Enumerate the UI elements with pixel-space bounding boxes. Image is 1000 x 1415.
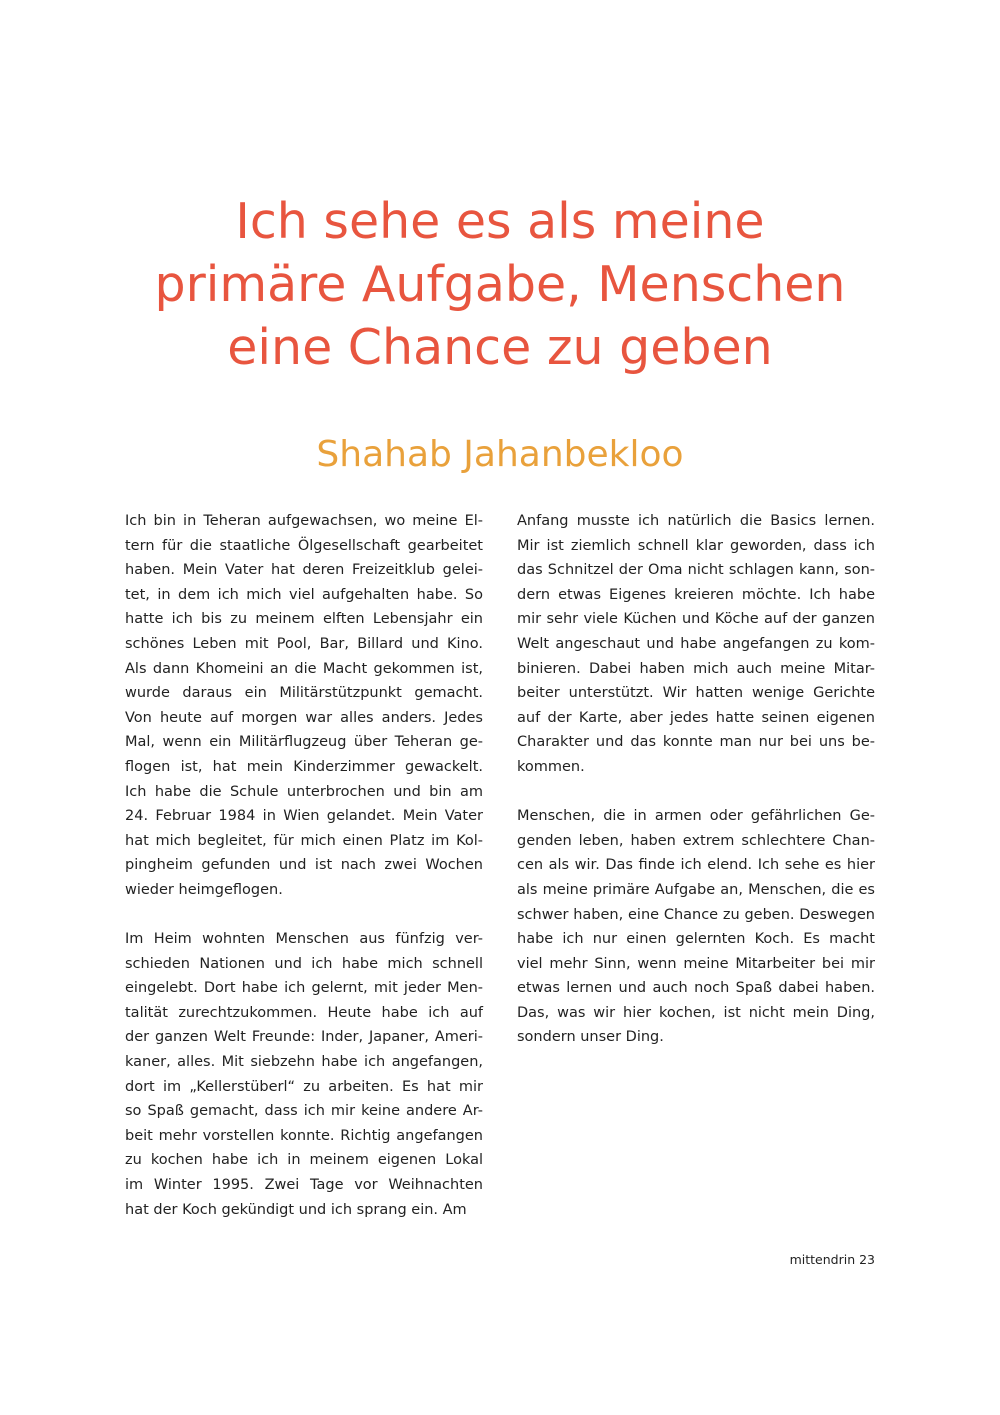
text-line: talität zurechtzukommen. Heute habe ich auf [125,1004,483,1021]
text-line: Mal, wenn ein Militärflugzeug über Teheran ge- [125,734,483,751]
text-line: Menschen, die in armen oder gefährlichen Ge- [517,808,875,825]
text-line: dort im „Kellerstüberl“ zu arbeiten. Es hat mir [125,1078,483,1095]
text-line: Mir ist ziemlich schnell klar geworden, dass ich [517,537,875,554]
text-line: Als dann Khomeini an die Macht gekommen ist, [125,660,483,677]
text-line: hat der Koch gekündigt und ich sprang ein. Am [125,1201,467,1218]
text-line: genden leben, haben extrem schlechtere Chan- [517,832,875,849]
text-line: schieden Nationen und ich habe mich schnell [125,955,483,972]
text-line: Ich habe die Schule unterbrochen und bin am [125,783,483,800]
text-line: wieder heimgeflogen. [125,881,283,898]
title-line: Ich sehe es als meine [235,193,765,250]
text-line: wurde daraus ein Militärstützpunkt gemacht. [125,685,483,702]
text-line: beit mehr vorstellen konnte. Richtig angefangen [125,1127,483,1144]
text-line: der ganzen Welt Freunde: Inder, Japaner, Ameri- [125,1029,483,1046]
text-line: tet, in dem ich mich viel aufgehalten habe. So [125,586,483,603]
text-line: Anfang musste ich natürlich die Basics lernen. [517,513,875,529]
paragraph [125,509,483,903]
text-line: beiter unterstützt. Wir hatten wenige Gerichte [517,685,875,702]
text-line: zu kochen habe ich in meinem eigenen Lokal [125,1152,483,1169]
text-line: das Schnitzel der Oma nicht schlagen kann, son- [517,562,875,579]
text-line: auf der Karte, aber jedes hatte seinen eigenen [517,709,875,726]
text-line: schönes Leben mit Pool, Bar, Billard und Kino. [125,635,483,652]
text-line: sondern unser Ding. [517,1029,664,1046]
text-line: hatte ich bis zu meinem elften Lebensjahr ein [125,611,483,628]
paragraph [517,509,875,780]
text-line: hat mich begleitet, für mich einen Platz im Kol- [125,832,483,849]
article-title [0,190,1000,379]
text-column-left [125,509,483,1247]
text-line: viel mehr Sinn, wenn meine Mitarbeiter bei mir [517,955,875,972]
text-line: so Spaß gemacht, dass ich mir keine andere Ar- [125,1103,483,1120]
text-line: Ich bin in Teheran aufgewachsen, wo meine El- [125,513,483,529]
text-line: flogen ist, hat mein Kinderzimmer gewackelt. [125,758,483,775]
text-line: Das, was wir hier kochen, ist nicht mein Ding, [517,1004,875,1021]
text-line: eingelebt. Dort habe ich gelernt, mit jeder Men- [125,980,483,997]
text-line: als meine primäre Aufgabe an, Menschen, die es [517,881,875,898]
text-line: cen als wir. Das finde ich elend. Ich sehe es hier [517,857,875,874]
text-column-right [517,509,875,1075]
page-footer: mittendrin 23 [789,1252,875,1267]
author-name: Shahab Jahanbekloo [316,434,684,475]
text-line: habe ich nur einen gelernten Koch. Es macht [517,931,875,948]
text-line: Im Heim wohnten Menschen aus fünfzig ver- [125,931,483,948]
text-line: Welt angeschaut und habe angefangen zu kom- [517,635,875,652]
text-line: 24. Februar 1984 in Wien gelandet. Mein Vater [125,808,483,825]
text-line: Von heute auf morgen war alles anders. Jedes [125,709,483,726]
text-line: dern etwas Eigenes kreieren möchte. Ich habe [517,586,875,603]
text-line: Charakter und das konnte man nur bei uns be- [517,734,875,751]
text-line: mir sehr viele Küchen und Köche auf der ganzen [517,611,875,628]
text-line: kaner, alles. Mit siebzehn habe ich angefangen, [125,1054,483,1071]
text-line: etwas lernen und auch noch Spaß dabei haben. [517,980,875,997]
text-line: tern für die staatliche Ölgesellschaft gearbeitet [125,537,483,554]
title-line: primäre Aufgabe, Menschen [154,256,846,313]
paragraph [125,927,483,1222]
text-line: schwer haben, eine Chance zu geben. Deswegen [517,906,875,923]
text-line: im Winter 1995. Zwei Tage vor Weihnachten [125,1177,483,1194]
text-line: haben. Mein Vater hat deren Freizeitklub gelei- [125,562,483,579]
text-line: kommen. [517,758,585,775]
paragraph [517,804,875,1050]
title-line: eine Chance zu geben [227,319,773,376]
text-line: binieren. Dabei haben mich auch meine Mitar- [517,660,875,677]
text-line: pingheim gefunden und ist nach zwei Wochen [125,857,483,874]
